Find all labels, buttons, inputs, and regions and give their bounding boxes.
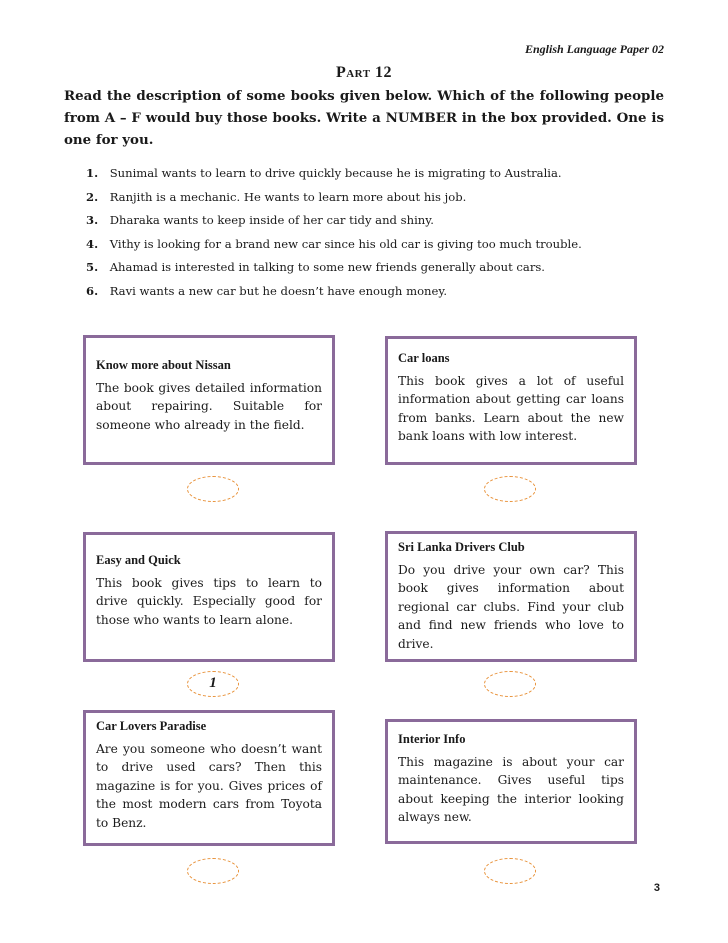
page-number: 3 (653, 882, 660, 894)
book-card-a (83, 335, 335, 465)
instructions: Read the description of some books given below. Which of the following people from A – F would buy those books. Write a NUMBER in the box provided. One is one for you. (64, 88, 664, 148)
paper-header: English Language Paper 02 (524, 42, 664, 56)
answer-box-e[interactable] (187, 858, 239, 884)
book-card-d (385, 531, 637, 662)
answer-box-a[interactable] (187, 476, 239, 502)
book-card-f (385, 719, 637, 844)
book-description: Are you someone who doesn’t want to drive used cars? Then this magazine is for you. Gives prices of the most modern cars from Toyota to Benz. (96, 742, 322, 830)
list-item (86, 256, 666, 280)
book-description: Do you drive your own car? This book gives information about regional car clubs. Find your club and find new friends who love to drive. (398, 563, 624, 651)
item-number: 3. (86, 213, 99, 228)
answer-box-f[interactable] (484, 858, 536, 884)
book-description: This book gives a lot of useful information about getting car loans from banks. Learn about the new bank loans with low interest. (398, 374, 624, 444)
list-item (86, 162, 666, 186)
book-card-c (83, 532, 335, 662)
book-title: Know more about Nissan (96, 358, 231, 372)
item-text: Sunimal wants to learn to drive quickly because he is migrating to Australia. (109, 166, 562, 180)
list-item (86, 186, 666, 210)
item-text: Ranjith is a mechanic. He wants to learn more about his job. (109, 189, 467, 204)
part-title: Part 12 (335, 64, 393, 81)
answer-box-b[interactable] (484, 476, 536, 502)
book-description: This book gives tips to learn to drive quickly. Especially good for those who wants to learn alone. (96, 576, 322, 627)
book-description: This magazine is about your car maintenance. Gives useful tips about keeping the interior looking always new. (398, 755, 624, 825)
answer-box-d[interactable] (484, 671, 536, 697)
item-text: Vithy is looking for a brand new car since his old car is giving too much trouble. (109, 236, 582, 251)
book-title: Easy and Quick (96, 553, 181, 567)
people-list (86, 162, 666, 304)
book-title: Sri Lanka Drivers Club (398, 540, 525, 554)
list-item (86, 280, 666, 304)
book-title: Interior Info (398, 732, 466, 746)
item-number: 4. (86, 236, 99, 251)
item-text: Ravi wants a new car but he doesn’t have enough money. (109, 283, 448, 298)
item-number: 2. (86, 189, 99, 204)
book-card-b (385, 336, 637, 465)
answer-box-c[interactable]: 1 (187, 671, 239, 697)
book-title: Car loans (398, 351, 450, 365)
book-card-e (83, 710, 335, 846)
item-text: Ahamad is interested in talking to some new friends generally about cars. (109, 260, 545, 275)
list-item (86, 209, 666, 233)
item-number: 5. (86, 260, 99, 275)
item-number: 6. (86, 283, 99, 298)
book-description: The book gives detailed information about repairing. Suitable for someone who already in the field. (96, 381, 322, 432)
list-item (86, 233, 666, 257)
book-title: Car Lovers Paradise (96, 719, 207, 733)
item-number: 1. (86, 166, 99, 180)
item-text: Dharaka wants to keep inside of her car tidy and shiny. (109, 213, 434, 228)
